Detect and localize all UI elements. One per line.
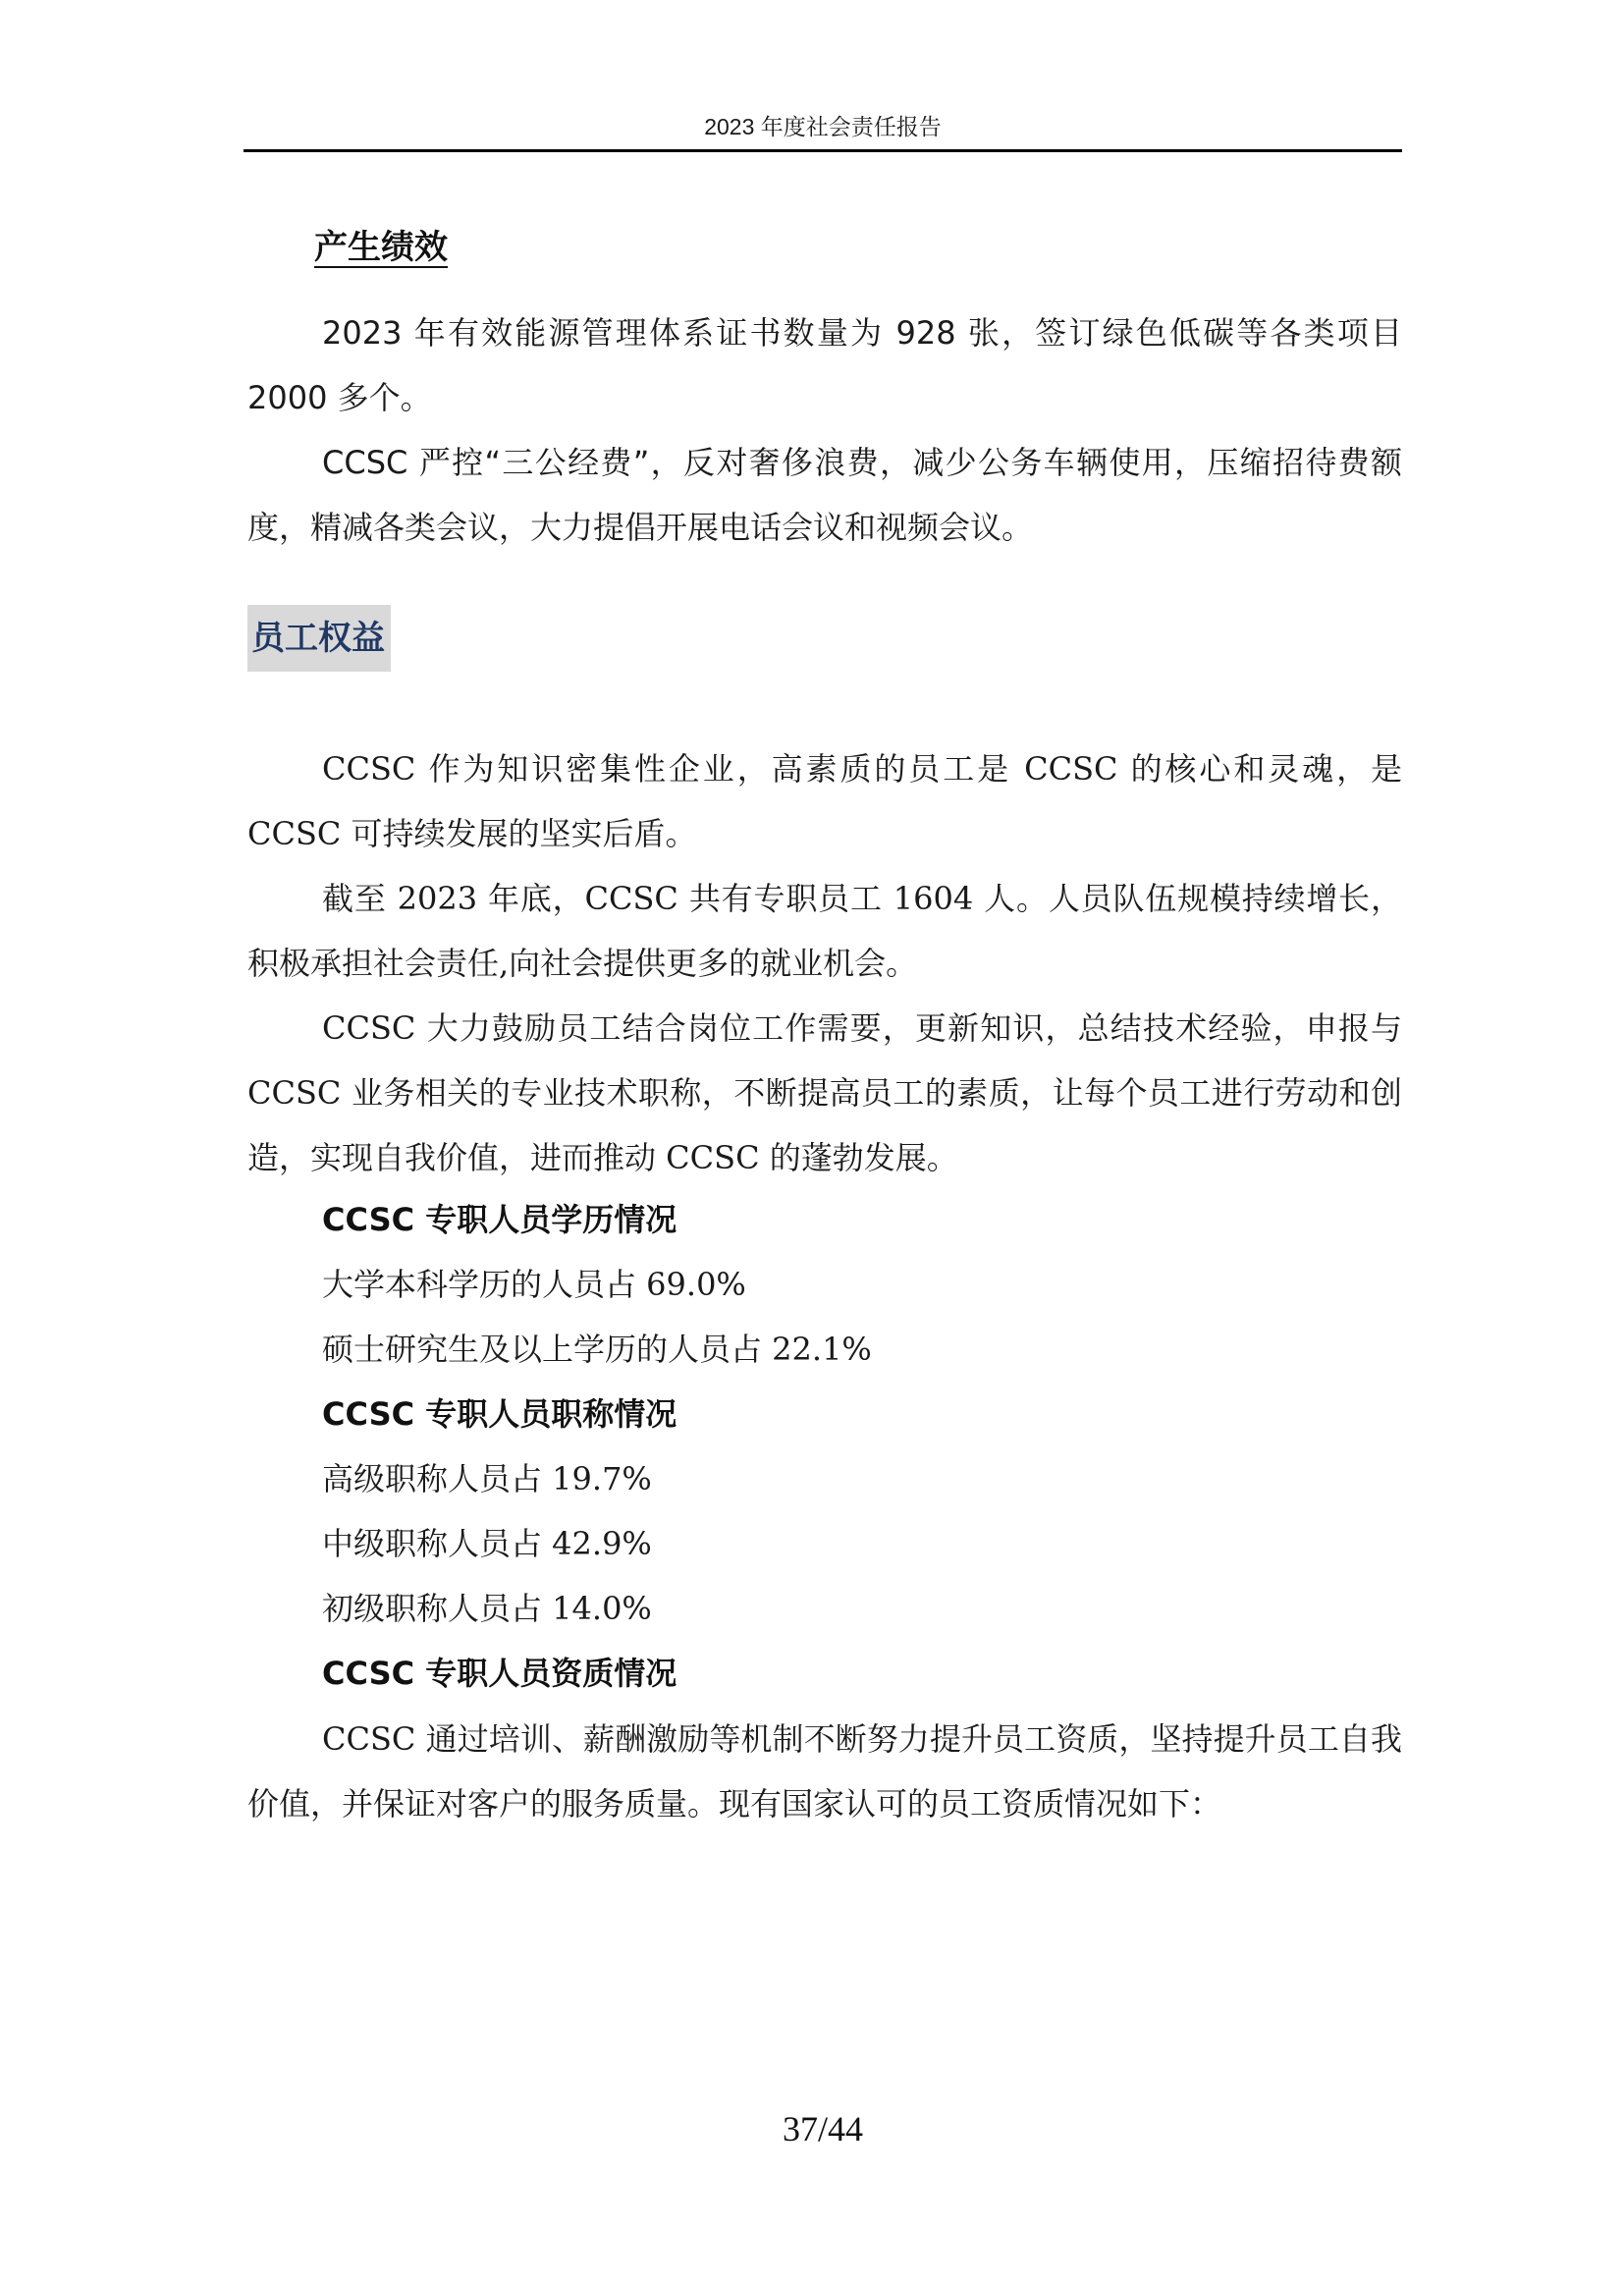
qualifications-paragraph: CCSC 通过培训、薪酬激励等机制不断努力提升员工资质，坚持提升员工自我价值，并保证对客户的服务质量。现有国家认可的员工资质情况如下： bbox=[247, 1720, 1402, 1823]
employee-paragraph-2: 截至 2023 年底，CCSC 共有专职员工 1604 人。人员队伍规模持续增长，积极承担社会责任,向社会提供更多的就业机会。 bbox=[247, 880, 1402, 982]
employee-paragraph-3: CCSC 大力鼓励员工结合岗位工作需要，更新知识，总结技术经验，申报与 CCSC 业务相关的专业技术职称，不断提高员工的素质，让每个员工进行劳动和创造，实现自我价值，进而推动 CCSC 的蓬勃发展。 bbox=[247, 1009, 1402, 1176]
titles-title: CCSC 专职人员职称情况 bbox=[322, 1395, 677, 1433]
titles-item-junior: 初级职称人员占 14.0% bbox=[322, 1590, 652, 1627]
education-item-bachelor: 大学本科学历的人员占 69.0% bbox=[322, 1266, 746, 1303]
performance-paragraph-2: CCSC 严控“三公经费”，反对奢侈浪费，减少公务车辆使用，压缩招待费额度，精减各类会议，大力提倡开展电话会议和视频会议。 bbox=[247, 444, 1402, 546]
employee-paragraph-1: CCSC 作为知识密集性企业，高素质的员工是 CCSC 的核心和灵魂，是 CCSC 可持续发展的坚实后盾。 bbox=[247, 750, 1402, 852]
performance-paragraph-1: 2023 年有效能源管理体系证书数量为 928 张，签订绿色低碳等各类项目 2000 多个。 bbox=[247, 314, 1402, 416]
qualifications-title: CCSC 专职人员资质情况 bbox=[322, 1655, 677, 1692]
performance-heading: 产生绩效 bbox=[314, 228, 448, 267]
report-header-title: 2023 年度社会责任报告 bbox=[704, 114, 942, 139]
header-divider bbox=[244, 149, 1402, 152]
titles-item-intermediate: 中级职称人员占 42.9% bbox=[322, 1525, 652, 1562]
education-title: CCSC 专职人员学历情况 bbox=[322, 1201, 677, 1238]
employee-rights-heading: 员工权益 bbox=[247, 605, 391, 672]
education-item-master: 硕士研究生及以上学历的人员占 22.1% bbox=[322, 1331, 872, 1368]
titles-item-senior: 高级职称人员占 19.7% bbox=[322, 1460, 652, 1497]
page-number: 37/44 bbox=[782, 2109, 863, 2149]
